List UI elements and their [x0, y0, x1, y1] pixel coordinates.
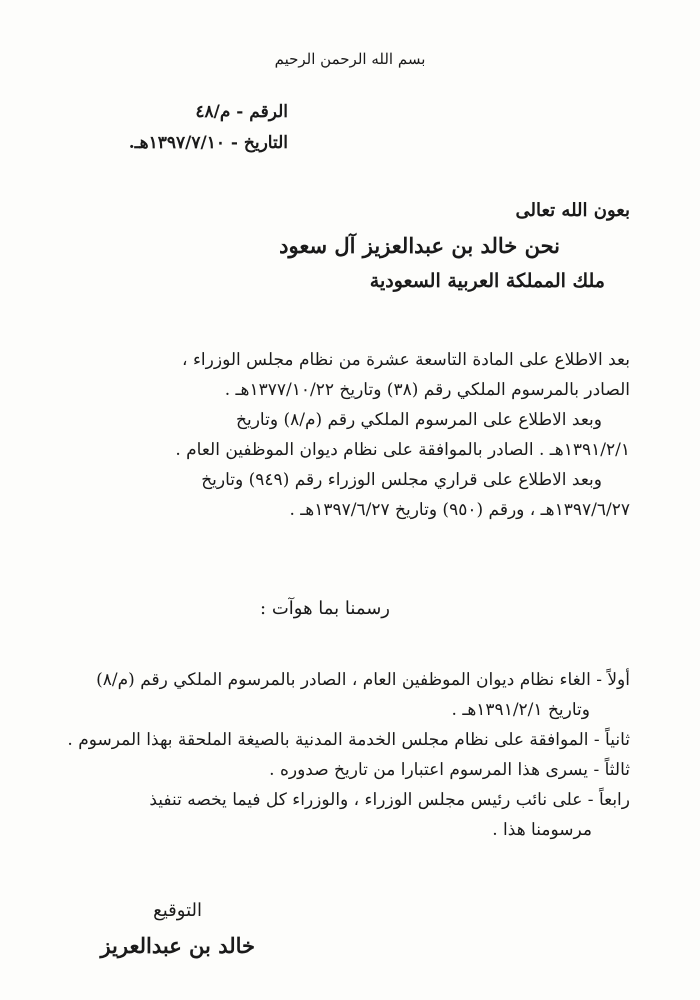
intro-invocation: بعون الله تعالى — [515, 200, 630, 221]
king-title: ملك المملكة العربية السعودية — [369, 270, 605, 292]
article-line: ثالثاً - يسرى هذا المرسوم اعتبارا من تاريخ صدوره . — [269, 760, 630, 780]
article-line: وتاريخ ١٣٩١/٢/١هـ . — [451, 700, 590, 720]
king-name: نحن خالد بن عبدالعزيز آل سعود — [279, 233, 560, 258]
article-line: مرسومنا هذا . — [492, 820, 592, 840]
reference-number: الرقم - م/٤٨ — [195, 102, 288, 122]
decreed-heading: رسمنا بما هوآت : — [260, 598, 390, 619]
decree-date: التاريخ - ١٣٩٧/٧/١٠هـ. — [128, 133, 288, 153]
preamble — [70, 345, 630, 525]
preamble-line: وبعد الاطلاع على المرسوم الملكي رقم (م/٨) وتاريخ — [236, 410, 602, 430]
article-line: أولاً - الغاء نظام ديوان الموظفين العام ، الصادر بالمرسوم الملكي رقم (م/٨) — [96, 670, 630, 690]
preamble-line: وبعد الاطلاع على قراري مجلس الوزراء رقم (٩٤٩) وتاريخ — [201, 470, 602, 490]
signature-label: التوقيع — [153, 900, 202, 921]
preamble-line: الصادر بالمرسوم الملكي رقم (٣٨) وتاريخ ١٣٧٧/١٠/٢٢هـ . — [224, 380, 630, 400]
signature-name: خالد بن عبدالعريز — [100, 933, 255, 958]
preamble-line: ١٣٩٧/٦/٢٧هـ ، ورقم (٩٥٠) وتاريخ ١٣٩٧/٦/٢٧هـ . — [289, 500, 630, 520]
basmala: بسم الله الرحمن الرحيم — [274, 50, 426, 68]
preamble-line: بعد الاطلاع على المادة التاسعة عشرة من نظام مجلس الوزراء ، — [182, 350, 630, 370]
preamble-line: ١٣٩١/٢/١هـ . الصادر بالموافقة على نظام ديوان الموظفين العام . — [175, 440, 630, 460]
articles — [67, 665, 630, 845]
article-line: ثانياً - الموافقة على نظام مجلس الخدمة المدنية بالصيغة الملحقة بهذا المرسوم . — [67, 730, 630, 750]
article-line: رابعاً - على نائب رئيس مجلس الوزراء ، والوزراء كل فيما يخصه تنفيذ — [149, 790, 630, 810]
